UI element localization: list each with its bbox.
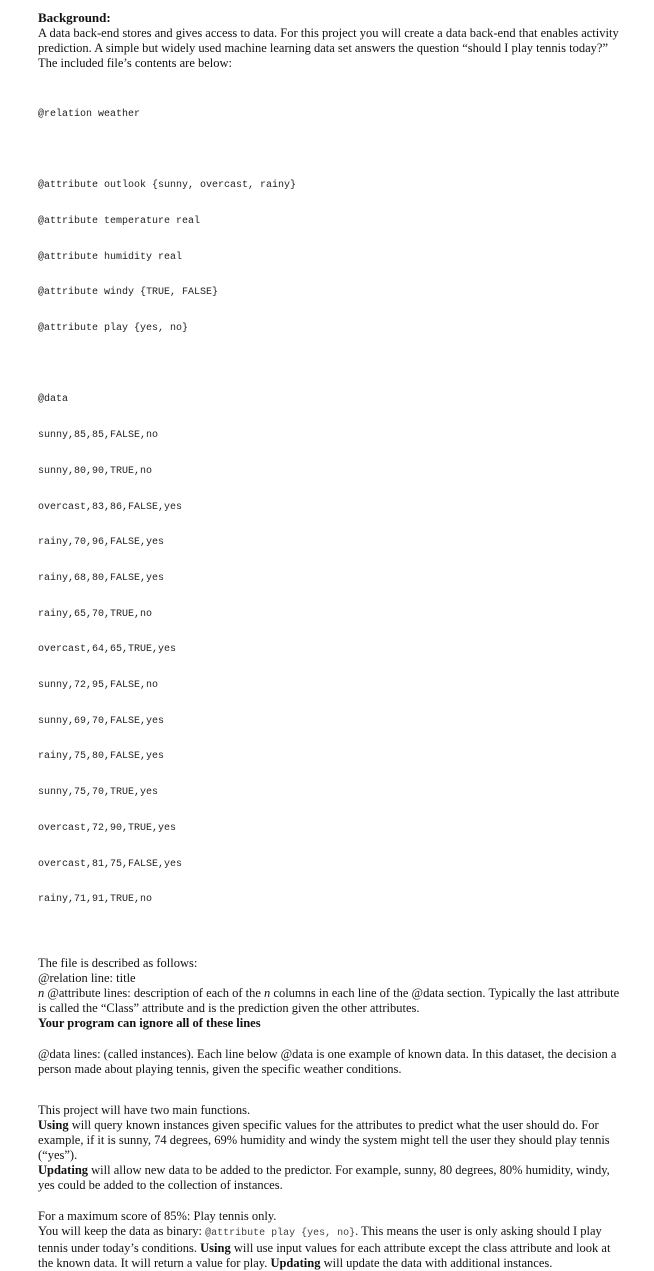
data-row: sunny,69,70,FALSE,yes xyxy=(38,715,165,727)
data-row: overcast,64,65,TRUE,yes xyxy=(38,644,177,656)
ignore-note: Your program can ignore all of these lines xyxy=(38,1015,261,1030)
data-row: rainy,71,91,TRUE,no xyxy=(38,894,153,906)
attribute-lines-description: n @attribute lines: description of each of the n columns in each line of the @data section. Typically the last attribute is called the “Class” attribute and is the prediction given the other attributes. xyxy=(38,985,620,1015)
file-description xyxy=(38,956,628,1031)
data-row: overcast,83,86,FALSE,yes xyxy=(38,501,183,513)
background-intro: A data back-end stores and gives access to data. For this project you will create a data back-end that enables activity prediction. A simple but widely used machine learning data set answers the question “should I play tennis today?” The included file’s contents are below: xyxy=(38,26,619,70)
attribute-line: @attribute play {yes, no} xyxy=(38,323,189,335)
functions-intro: This project will have two main functions. xyxy=(38,1102,251,1117)
data-row: rainy,70,96,FALSE,yes xyxy=(38,537,165,549)
relation-line: @relation weather xyxy=(38,108,141,120)
data-row: sunny,80,90,TRUE,no xyxy=(38,465,153,477)
attribute-line: @attribute windy {TRUE, FALSE} xyxy=(38,287,219,299)
background-heading: Background: xyxy=(38,10,111,25)
relation-line-description: @relation line: title xyxy=(38,970,136,985)
data-row: rainy,68,80,FALSE,yes xyxy=(38,572,165,584)
using-description: Using will query known instances given specific values for the attributes to predict what the user should do. For example, if it is sunny, 74 degrees, 69% humidity and windy the system might tell the user they should play tennis (“yes”). xyxy=(38,1117,610,1162)
description-intro: The file is described as follows: xyxy=(38,955,198,970)
data-row: sunny,72,95,FALSE,no xyxy=(38,680,159,692)
data-row: rainy,75,80,FALSE,yes xyxy=(38,751,165,763)
data-row: overcast,81,75,FALSE,yes xyxy=(38,858,183,870)
updating-description: Updating will allow new data to be added to the predictor. For example, sunny, 80 degrees, 80% humidity, windy, yes could be added to the collection of instances. xyxy=(38,1162,610,1192)
attribute-line: @attribute temperature real xyxy=(38,215,201,227)
scoring-section xyxy=(38,1209,628,1271)
data-header: @data xyxy=(38,394,69,406)
play-attribute-code: @attribute play {yes, no} xyxy=(205,1227,356,1239)
data-row: sunny,75,70,TRUE,yes xyxy=(38,787,159,799)
document-page xyxy=(38,10,628,1271)
data-lines-description: @data lines: (called instances). Each line below @data is one example of known data. In this dataset, the decision a person made about playing tennis, given the specific weather conditions. xyxy=(38,1046,617,1076)
data-row: rainy,65,70,TRUE,no xyxy=(38,608,153,620)
scoring-title: For a maximum score of 85%: Play tennis only. xyxy=(38,1208,277,1223)
attribute-line: @attribute humidity real xyxy=(38,251,183,263)
scoring-details: You will keep the data as binary: @attribute play {yes, no}. This means the user is only asking should I play tennis under today’s conditions. Using will use input values for each attribute except the class attribute and look at the known data. It will return a value for play. Updating will update the data with additional instances. xyxy=(38,1223,611,1270)
main-functions xyxy=(38,1103,628,1193)
data-row: sunny,85,85,FALSE,no xyxy=(38,430,159,442)
attribute-line: @attribute outlook {sunny, overcast, rainy} xyxy=(38,180,297,192)
data-row: overcast,72,90,TRUE,yes xyxy=(38,822,177,834)
file-contents xyxy=(38,85,628,930)
